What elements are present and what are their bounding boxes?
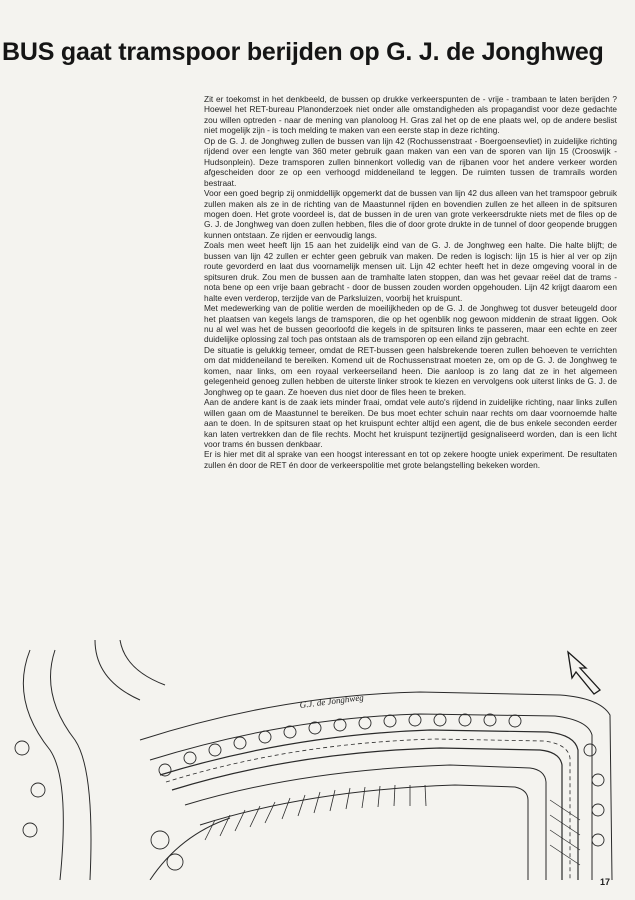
road-curve-left [23,650,63,880]
tree-icon [359,717,371,729]
parking-bay [282,798,290,819]
article-paragraph: Op de G. J. de Jonghweg zullen de bussen van lijn 42 (Rochussenstraat - Boergoensevliet) in zuidelijke richting rijdend over een lengte van 360 meter gebruik gaan maken van een van de sporen van lijn 15 (Crooswijk - Hudsonplein). Deze tramsporen zullen binnenkort volledig van de rijbanen voor het andere verkeer worden afgescheiden door ze op een verhoogd middeneiland te leggen. De ruimten tussen de tramrails worden bestraat. [204,135,617,188]
article-paragraph: Voor een goed begrip zij onmiddellijk opgemerkt dat de bussen van lijn 42 dus alleen van het tramspoor gebruik zullen maken als ze in de richting van de Maastunnel rijden en bovendien zullen ze het alleen in de spitsuren mogen doen. Het grote voordeel is, dat de bussen in de uren van grote verkeersdrukte niets met de files op de G. J. de Jonghweg van doen zullen hebben, files die of door grote drukte in de tunnel of door geopende bruggen kunnen ontstaan. Ze rijden er eenvoudig langs. [204,188,617,240]
road-inner-edge [150,714,592,880]
tree-icon [584,744,596,756]
tree-icon [209,744,221,756]
tree-icon [259,731,271,743]
block-hatch [550,800,580,820]
tree-icon [592,774,604,786]
article-paragraph: Aan de andere kant is de zaak iets minder fraai, omdat vele auto's rijdend in zuidelijke richting, naar links zullen willen gaan om de Maastunnel te bereiken. De bus moet echter schuin naar rechts om daar voornoemde halte aan te doen. In de spitsuren staat op het kruispunt echter altijd een agent, die de bus enkele seconden eerder kan laten vertrekken dan de file rechts. Mocht het kruispunt tezijnertijd gesignaliseerd worden, dan is een licht voor trams én bussen denkbaar. [204,397,617,449]
tree-icon [184,752,196,764]
parking-bay [378,786,380,807]
tree-icon [15,741,29,755]
street-label: G.J. de Jonghweg [299,692,365,710]
tree-icon [592,834,604,846]
tree-icon [23,823,37,837]
road-inner-3 [200,785,528,880]
tree-icon [284,726,296,738]
parking-bay [250,806,260,827]
tree-icon [409,714,421,726]
street-map [0,640,635,880]
road-curve-top-2 [120,640,165,685]
parking-bay [425,785,426,806]
article-body [204,94,617,470]
tree-icon [309,722,321,734]
parking-bay [314,792,320,813]
tree-icon [509,715,521,727]
north-arrow-icon [568,652,600,694]
tree-icon [334,719,346,731]
tree-icon [459,714,471,726]
tram-track [166,739,570,880]
block-hatch [550,845,580,865]
tree-icon [234,737,246,749]
tree-icon [434,714,446,726]
tram-island-inner [172,748,562,880]
tree-icon [151,831,169,849]
tree-icon [167,854,183,870]
tree-icon [31,783,45,797]
parking-bay [346,788,350,809]
tree-icon [484,714,496,726]
road-curve-top [95,640,140,700]
article-paragraph: Met medewerking van de politie werden de moeilijkheden op de G. J. de Jonghweg tot dusver beteugeld door het plaatsen van kegels langs de tramsporen, die op het ogenblik nog gewoon middenin de straat liggen. Ook nu al wel was het de bussen geoorloofd die kegels in de spitsuren links te passeren, maar een echte en zeer duidelijke oplossing zal toch pas ontstaan als de tramsporen op een eiland zijn gebracht. [204,303,617,345]
article-paragraph: Zit er toekomst in het denkbeeld, de bussen op drukke verkeerspunten de - vrije - trambaan te laten berijden ? Hoewel het RET-bureau Planonderzoek niet onder alle omstandigheden als propagandist voor deze gedachte zou willen optreden - naar de mening van planoloog H. Gras zal het op de ene plaats wel, op de andere beslist niet mogelijk zijn - is toch melding te maken van een eerste stap in deze richting. [204,94,617,136]
road-outer-edge [140,692,612,880]
page-number: 17 [600,877,611,887]
article-paragraph: Zoals men weet heeft lijn 15 aan het zuidelijk eind van de G. J. de Jonghweg een halte. Die halte blijft; de bussen van lijn 42 zullen er echter geen gebruik van maken. De reden is logisch: lijn 15 is hier al ver op zijn route gevorderd en laat dus voornamelijk mensen uit. Lijn 42 echter heeft het in deze omgeving vooral in de spitsuren druk. Zou men de bussen aan de tramhalte laten stoppen, dan was het gevaar reëel dat de trams - nota bene op een vrije baan gebracht - door de bussen zouden worden opgehouden. Lijn 42 krijgt daarom een halte even verderop, terzijde van de Parksluizen, voorbij het kruispunt. [204,240,617,303]
block-hatch [550,830,580,850]
article-paragraph: Er is hier met dit al sprake van een hoogst interessant en tot op zekere hoogte uniek experiment. De resultaten zullen én door de RET én door de verkeerspolitie met grote belangstelling bekeken worden. [204,449,617,470]
tree-icon [384,715,396,727]
block-hatch [550,815,580,835]
tree-icon [159,764,171,776]
article-paragraph: De situatie is gelukkig temeer, omdat de RET-bussen geen halsbrekende toeren zullen behoeven te verrichten om dat middeneiland te bereiken. Komend uit de Rochussenstraat moeten ze, om op de G. J. de Jonghweg te komen, naar links, om een royaal verkeerseiland heen. Die aanloop is zo lang dat ze in het algemeen gelegenheid genoeg zullen hebben de uiterste linker strook te kiezen en vervolgens ook uiterst links de G. J. de Jonghweg op te gaan. Ze hoeven dus niet door de files heen te breken. [204,344,617,397]
parking-bay [330,790,335,811]
parking-bay [265,802,275,823]
article-headline: BUS gaat tramspoor berijden op G. J. de Jonghweg [2,38,604,66]
parking-bay [298,795,305,816]
parking-bay [362,787,365,808]
tree-icon [592,804,604,816]
